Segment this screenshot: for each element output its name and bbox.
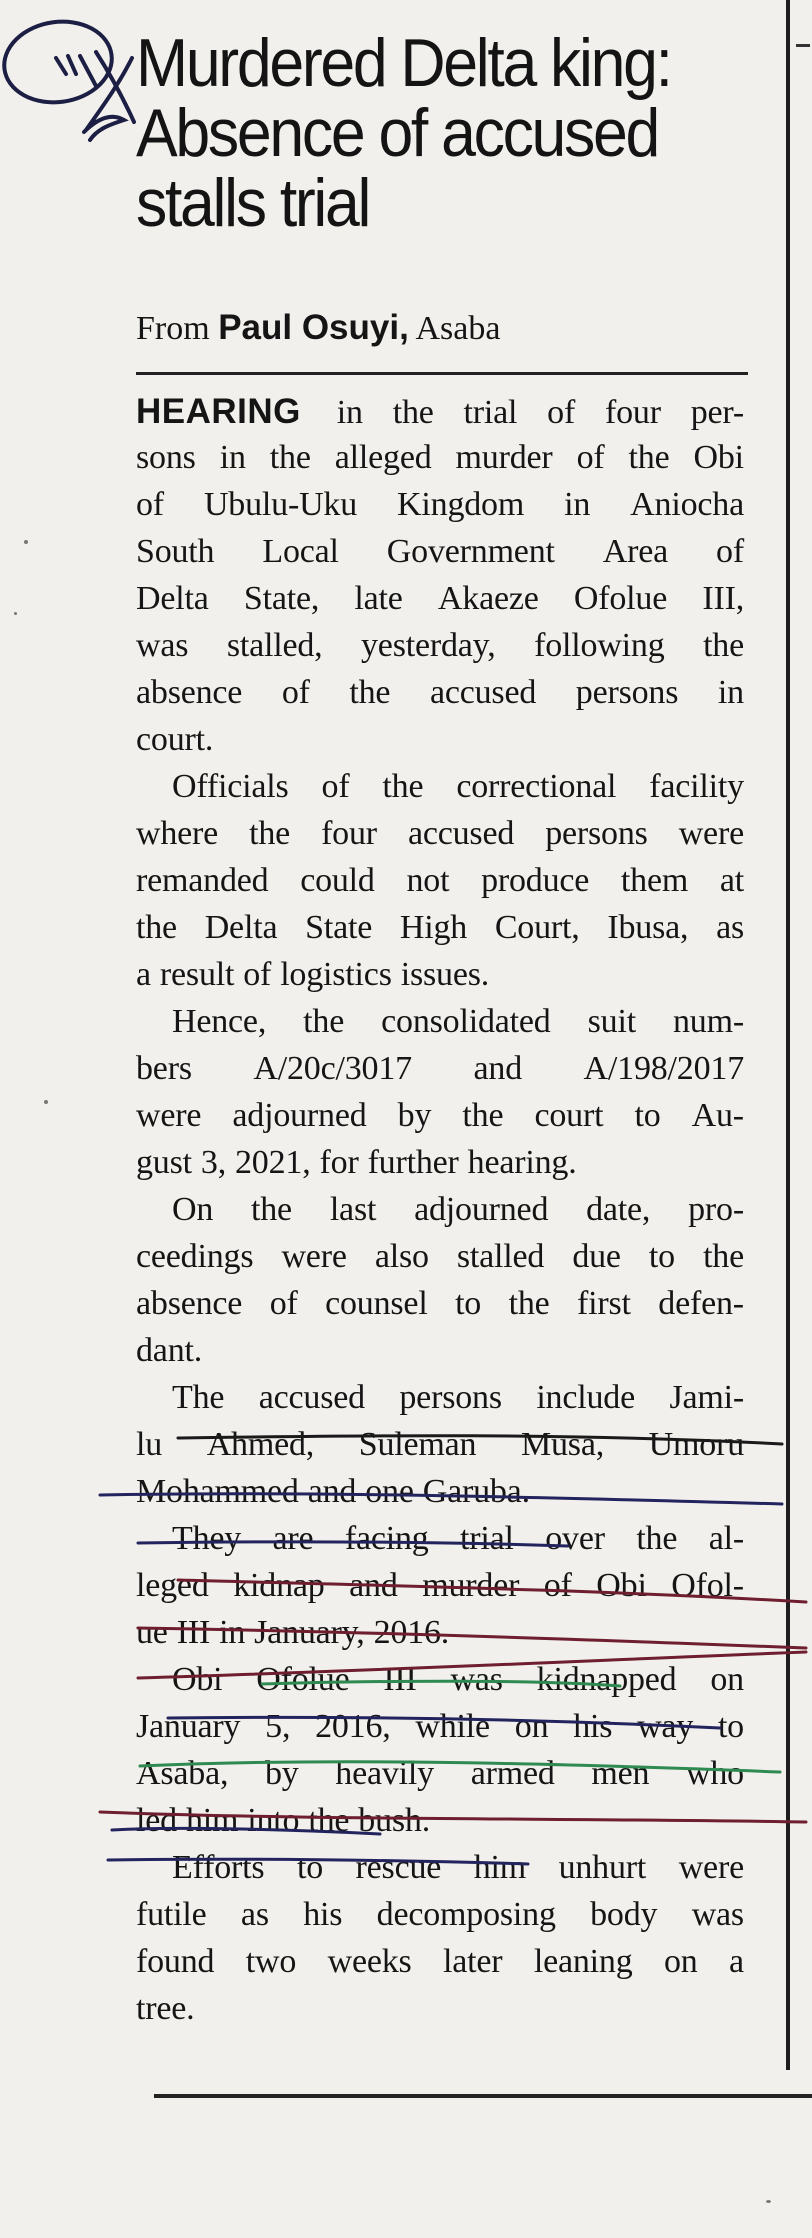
article-line	[136, 1520, 744, 1567]
word: weeks	[327, 1943, 412, 1980]
headline-line: Murdered Delta king:	[136, 25, 671, 101]
word: him	[473, 1849, 527, 1886]
word: in	[564, 486, 591, 523]
article-line	[136, 721, 744, 768]
article-line	[136, 1285, 744, 1332]
word: by	[397, 1097, 432, 1134]
word: as	[240, 1896, 269, 1933]
article-line	[136, 1426, 744, 1473]
word: the	[308, 1802, 350, 1839]
word: and	[307, 1473, 357, 1510]
word: gust	[136, 1144, 192, 1181]
word: was	[136, 627, 189, 664]
article-line	[136, 1473, 744, 1520]
word: Area	[602, 533, 669, 570]
word: alleged	[334, 439, 432, 476]
word: the	[303, 1003, 345, 1040]
article-line	[136, 1661, 744, 1708]
word: to	[634, 1097, 661, 1134]
word: Asaba,	[136, 1755, 229, 1792]
word: Efforts	[172, 1849, 265, 1886]
word: was	[450, 1661, 503, 1698]
word: and	[349, 1567, 398, 1604]
word: while	[415, 1708, 490, 1745]
word: persons	[545, 815, 648, 852]
word: A/20c/3017	[253, 1050, 412, 1087]
word: Government	[386, 533, 555, 570]
word: January,	[254, 1614, 365, 1651]
article-line	[136, 1379, 744, 1426]
word: facility	[649, 768, 744, 805]
word: the	[249, 815, 291, 852]
word: Kingdom	[397, 486, 525, 523]
word: first	[577, 1285, 631, 1322]
word: late	[354, 580, 403, 617]
article-line	[136, 439, 744, 486]
word: the	[703, 1238, 744, 1275]
word: 2021,	[235, 1144, 311, 1181]
word: Ahmed,	[206, 1426, 315, 1463]
word: led	[136, 1802, 177, 1839]
word: adjourned	[414, 1191, 549, 1228]
word: to	[296, 1849, 323, 1886]
word: yesterday,	[361, 627, 496, 664]
article-line	[136, 674, 744, 721]
article-line	[136, 815, 744, 862]
word: last	[329, 1191, 377, 1228]
article-line	[136, 1943, 744, 1990]
word: by	[264, 1755, 299, 1792]
word: the	[628, 439, 670, 476]
word: Ofol-	[671, 1567, 744, 1604]
word: and	[473, 1050, 522, 1087]
paper-speck	[44, 1100, 48, 1104]
word: also	[374, 1238, 429, 1275]
article-line	[136, 1567, 744, 1614]
article-end-rule	[154, 2094, 812, 2098]
word: Ofolue	[256, 1661, 350, 1698]
word: Garuba.	[422, 1473, 530, 1510]
word: over	[545, 1520, 605, 1557]
word: Local	[262, 533, 339, 570]
word: way	[637, 1708, 694, 1745]
word: Ofolue	[573, 580, 668, 617]
word: in	[336, 394, 363, 431]
word: was	[691, 1896, 744, 1933]
word: further	[367, 1144, 459, 1181]
headline	[136, 25, 716, 241]
article-line	[136, 1050, 744, 1097]
word: in	[717, 674, 744, 711]
word: the	[636, 1520, 678, 1557]
word: absence	[136, 674, 243, 711]
word: leged	[136, 1567, 209, 1604]
word: produce	[481, 862, 590, 899]
word: kidnap	[233, 1567, 325, 1604]
word: Obi	[596, 1567, 647, 1604]
word: to	[455, 1285, 482, 1322]
word: 2016,	[315, 1708, 391, 1745]
word: armed	[470, 1755, 555, 1792]
word: sons	[136, 439, 196, 476]
word: dant.	[136, 1332, 203, 1369]
lead-word: HEARING	[136, 392, 301, 431]
word: bers	[136, 1050, 192, 1087]
word: of	[243, 956, 272, 993]
word: of	[269, 1285, 298, 1322]
word: Delta	[136, 580, 209, 617]
word: Aniocha	[630, 486, 744, 523]
word: of	[321, 768, 350, 805]
article-line	[136, 1755, 744, 1802]
word: absence	[136, 1285, 243, 1322]
article-line	[136, 392, 744, 439]
word: futile	[136, 1896, 207, 1933]
word: on	[514, 1708, 549, 1745]
article-line	[136, 1238, 744, 1285]
word: persons	[399, 1379, 502, 1416]
word: following	[534, 627, 665, 664]
headline-line: Absence of accused	[136, 95, 659, 171]
article-line	[136, 1614, 744, 1661]
word: of	[543, 1567, 572, 1604]
word: later	[443, 1943, 503, 1980]
word: Officials	[172, 768, 289, 805]
word: heavily	[335, 1755, 434, 1792]
article-line	[136, 956, 744, 1003]
word: due	[572, 1238, 621, 1275]
word: are	[272, 1520, 314, 1557]
word: hearing.	[467, 1144, 577, 1181]
byline-author: Paul Osuyi,	[218, 308, 409, 347]
word: Obi	[172, 1661, 223, 1698]
word: accused	[429, 674, 537, 711]
word: were	[136, 1097, 202, 1134]
word: trial	[463, 394, 518, 431]
word: persons	[575, 674, 679, 711]
word: the	[382, 768, 424, 805]
article-line	[136, 1708, 744, 1755]
article-line	[136, 580, 744, 627]
word: January	[136, 1708, 241, 1745]
word: his	[573, 1708, 613, 1745]
word: State,	[243, 580, 320, 617]
word: issues.	[400, 956, 490, 993]
word: They	[172, 1520, 242, 1557]
word: court.	[136, 721, 214, 758]
word: his	[303, 1896, 343, 1933]
word: State	[305, 909, 373, 946]
word: trial	[460, 1520, 514, 1557]
word: body	[590, 1896, 658, 1933]
paper-speck	[766, 2200, 771, 2203]
word: of	[281, 674, 310, 711]
paper-speck	[14, 612, 17, 615]
word: of	[716, 533, 744, 570]
word: tree.	[136, 1990, 195, 2027]
word: the	[349, 674, 391, 711]
word: of	[547, 394, 576, 431]
word: found	[136, 1943, 215, 1980]
word: remanded	[136, 862, 269, 899]
word: stalled	[456, 1238, 545, 1275]
word: Akaeze	[437, 580, 539, 617]
word: him	[185, 1802, 239, 1839]
word: in	[219, 439, 246, 476]
word: High	[399, 909, 468, 946]
word: stalled,	[226, 627, 323, 664]
article-line	[136, 862, 744, 909]
word: On	[172, 1191, 214, 1228]
article-line	[136, 909, 744, 956]
word: as	[716, 909, 744, 946]
word: a	[136, 956, 151, 993]
word: in	[219, 1614, 246, 1651]
word: Mohammed	[136, 1473, 299, 1510]
word: date,	[586, 1191, 651, 1228]
byline-from: From	[136, 310, 210, 347]
word: The	[172, 1379, 225, 1416]
word: of	[136, 486, 164, 523]
word: al-	[708, 1520, 744, 1557]
article-line	[136, 768, 744, 815]
word: Ibusa,	[607, 909, 689, 946]
word: 2016.	[373, 1614, 450, 1651]
word: num-	[672, 1003, 744, 1040]
word: them	[620, 862, 689, 899]
byline	[136, 308, 746, 349]
word: the	[462, 1097, 504, 1134]
word: ue	[136, 1614, 168, 1651]
article-line	[136, 486, 744, 533]
word: to	[648, 1238, 675, 1275]
word: Musa,	[520, 1426, 605, 1463]
article-line	[136, 1144, 744, 1191]
word: III	[176, 1614, 211, 1651]
word: result	[159, 956, 235, 993]
word: men	[591, 1755, 650, 1792]
article-body	[136, 392, 744, 2037]
word: A/198/2017	[583, 1050, 744, 1087]
word: Au-	[691, 1097, 744, 1134]
word: murder	[422, 1567, 520, 1604]
article-line	[136, 1990, 744, 2037]
word: were	[281, 1238, 347, 1275]
article-line	[136, 627, 744, 674]
word: of	[576, 439, 605, 476]
article-line	[136, 1003, 744, 1050]
word: Ubulu-Uku	[203, 486, 358, 523]
article-line	[136, 1191, 744, 1238]
word: rescue	[355, 1849, 442, 1886]
word: into	[247, 1802, 300, 1839]
word: leaning	[533, 1943, 633, 1980]
word: Delta	[204, 909, 278, 946]
word: logistics	[280, 956, 392, 993]
word: Jami-	[669, 1379, 744, 1416]
word: the	[269, 439, 311, 476]
word: Umoru	[648, 1426, 744, 1463]
byline-divider	[136, 372, 748, 375]
word: on	[710, 1661, 744, 1698]
word: a	[729, 1943, 744, 1980]
word: III	[383, 1661, 417, 1698]
word: were	[678, 1849, 744, 1886]
column-rule	[786, 0, 790, 2070]
word: suit	[587, 1003, 636, 1040]
headline-line: stalls trial	[136, 165, 370, 241]
word: III,	[702, 580, 744, 617]
word: four	[604, 394, 661, 431]
byline-location: Asaba	[415, 310, 501, 347]
word: unhurt	[558, 1849, 647, 1886]
paper-speck	[24, 540, 28, 544]
word: who	[685, 1755, 744, 1792]
word: at	[719, 862, 744, 899]
word: per-	[690, 394, 744, 431]
word: include	[536, 1379, 635, 1416]
word: were	[678, 815, 744, 852]
word: for	[319, 1144, 359, 1181]
word: ceedings	[136, 1238, 254, 1275]
word: the	[508, 1285, 550, 1322]
word: not	[406, 862, 450, 899]
word: the	[136, 909, 177, 946]
word: 5,	[265, 1708, 291, 1745]
word: court	[534, 1097, 604, 1134]
word: kidnapped	[536, 1661, 677, 1698]
article-line	[136, 533, 744, 580]
word: counsel	[325, 1285, 428, 1322]
word: the	[251, 1191, 292, 1228]
article-line	[136, 1849, 744, 1896]
word: could	[300, 862, 375, 899]
word: four	[321, 815, 377, 852]
word: 3,	[200, 1144, 226, 1181]
word: murder	[455, 439, 553, 476]
word: Court,	[494, 909, 580, 946]
article-line	[136, 1332, 744, 1379]
word: defen-	[658, 1285, 744, 1322]
article-line	[136, 1097, 744, 1144]
word: to	[717, 1708, 744, 1745]
word: bush.	[358, 1802, 430, 1839]
word: where	[136, 815, 219, 852]
word: one	[365, 1473, 414, 1510]
word: Hence,	[172, 1003, 267, 1040]
word: South	[136, 533, 215, 570]
article-line	[136, 1802, 744, 1849]
word: consolidated	[381, 1003, 551, 1040]
word: accused	[407, 815, 515, 852]
word: two	[245, 1943, 297, 1980]
word: Suleman	[358, 1426, 477, 1463]
word: adjourned	[232, 1097, 367, 1134]
word: facing	[344, 1520, 429, 1557]
word: lu	[136, 1426, 163, 1463]
word: accused	[258, 1379, 365, 1416]
word: correctional	[456, 768, 617, 805]
word: decomposing	[376, 1896, 556, 1933]
word: the	[392, 394, 434, 431]
word: the	[703, 627, 744, 664]
word: pro-	[688, 1191, 744, 1228]
word: Obi	[693, 439, 744, 476]
article-line	[136, 1896, 744, 1943]
word: on	[663, 1943, 698, 1980]
